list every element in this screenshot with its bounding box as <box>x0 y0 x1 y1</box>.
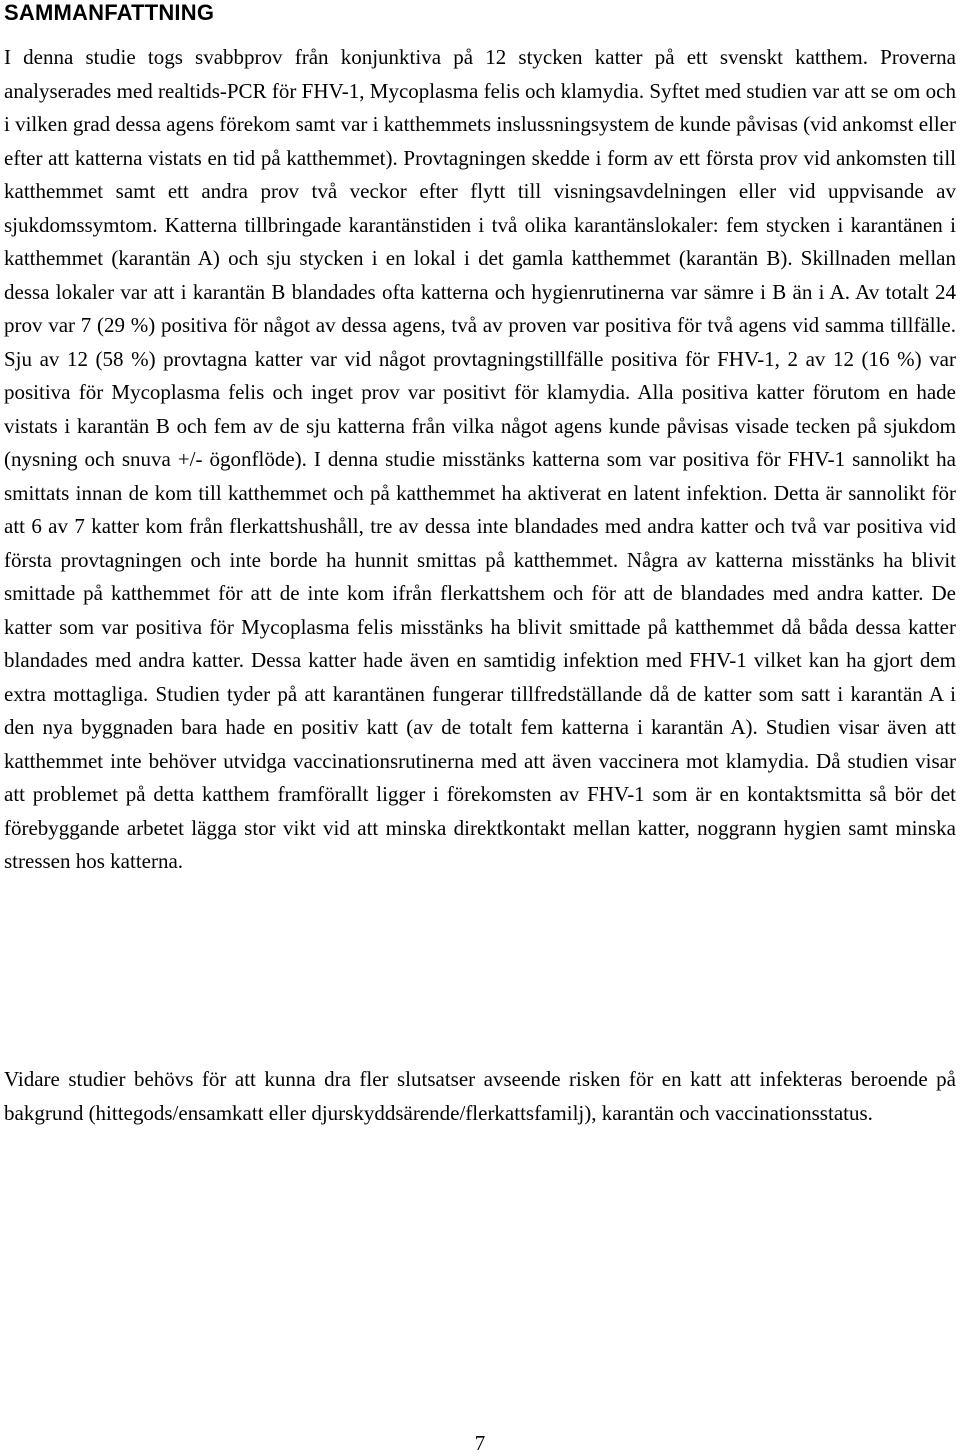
further-studies-paragraph: Vidare studier behövs för att kunna dra fler slutsatser avseende risken för en katt att infekteras beroende på bakgrund (hittegods/ensamkatt eller djurskyddsärende/flerkattsfamilj), karantän och vaccinationsstatus. <box>4 1067 956 1125</box>
summary-paragraph: I denna studie togs svabbprov från konjunktiva på 12 stycken katter på ett svenskt katthem. Proverna analyserades med realtids-PCR för FHV-1, Mycoplasma felis och klamydia. Syftet med studien var att se om och i vilken grad dessa agens förekom samt var i katthemmets inslussningsystem de kunde påvisas (vid ankomst eller efter att katterna vistats en tid på katthemmet). Provtagningen skedde i form av ett första prov vid ankomsten till katthemmet samt ett andra prov två veckor efter flytt till visningsavdelningen eller vid uppvisande av sjukdomssymtom. Katterna tillbringade karantänstiden i två olika karantänslokaler: fem stycken i karantänen i katthemmet (karantän A) och sju stycken i en lokal i det gamla katthemmet (karantän B). Skillnaden mellan dessa lokaler var att i karantän B blandades ofta katterna och hygienrutinerna var sämre i B än i A. Av totalt 24 prov var 7 (29 %) positiva för något av dessa agens, två av proven var positiva för två agens vid samma tillfälle. Sju av 12 (58 %) provtagna katter var vid något provtagningstillfälle positiva för FHV-1, 2 av 12 (16 %) var positiva för Mycoplasma felis och inget prov var positivt för klamydia. Alla positiva katter förutom en hade vistats i karantän B och fem av de sju katterna från vilka något agens kunde påvisas visade tecken på sjukdom (nysning och snuva +/- ögonflöde). I denna studie misstänks katterna som var positiva för FHV-1 sannolikt ha smittats innan de kom till katthemmet och på katthemmet ha aktiverat en latent infektion. Detta är sannolikt för att 6 av 7 katter kom från flerkattshushåll, tre av dessa inte blandades med andra katter och två var positiva vid första provtagningen och inte borde ha hunnit smittas på katthemmet. Några av katterna misstänks ha blivit smittade på katthemmet för att de inte kom ifrån flerkattshem och för att de blandades med andra katter. De katter som var positiva för Mycoplasma felis misstänks ha blivit smittade på katthemmet då båda dessa katter blandades med andra katter. Dessa katter hade även en samtidig infektion med FHV-1 vilket kan ha gjort dem extra mottagliga. Studien tyder på att karantänen fungerar tillfredställande då de katter som satt i karantän A i den nya byggnaden bara hade en positiv katt (av de totalt fem katterna i karantän A). Studien visar även att katthemmet inte behöver utvidga vaccinationsrutinerna med att även vaccinera mot klamydia. Då studien visar att problemet på detta katthem framförallt ligger i förekomsten av FHV-1 som är en kontaktsmitta så bör det förebyggande arbetet lägga stor vikt vid att minska direktkontakt mellan katter, noggrann hygien samt minska stressen hos katterna. <box>4 45 956 873</box>
section-heading: SAMMANFATTNING <box>4 0 215 25</box>
page-number: 7 <box>474 1431 486 1455</box>
